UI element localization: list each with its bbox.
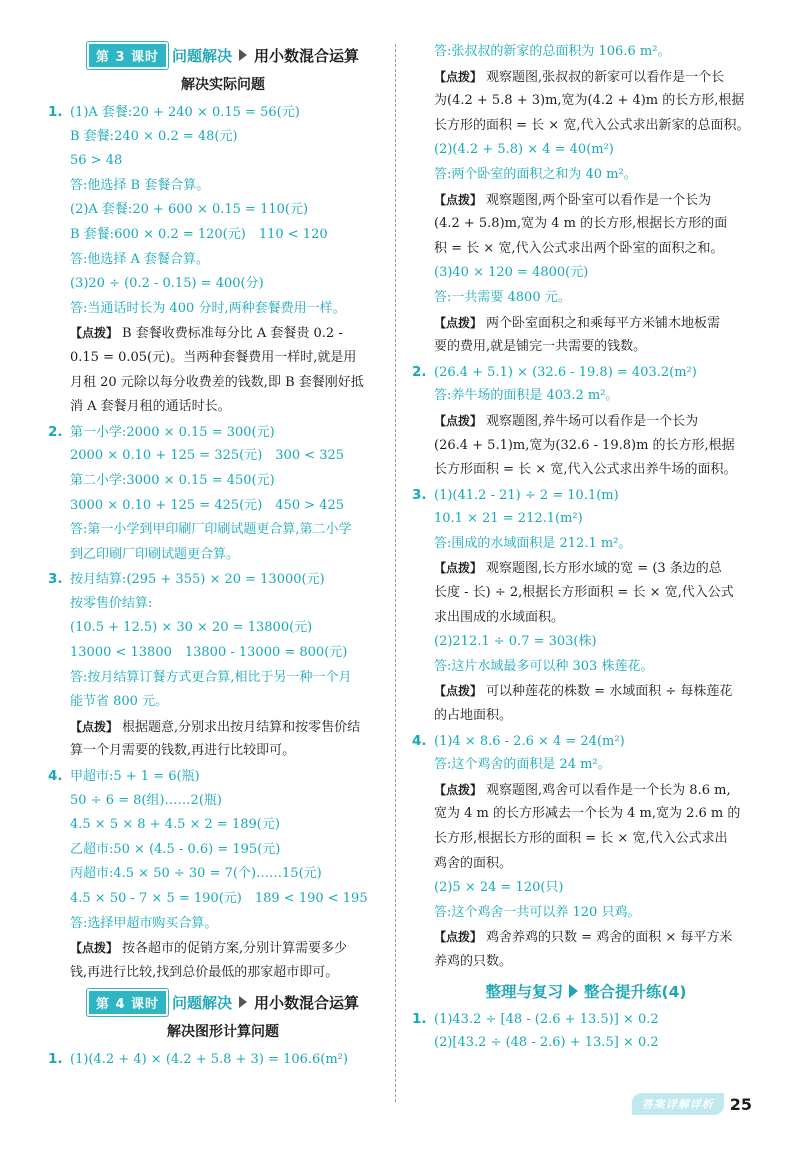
line-text: (1)43.2 ÷ [48 - (2.6 + 13.5)] × 0.2 — [434, 1011, 659, 1027]
hint-tag-text: 点拨 — [446, 315, 471, 330]
hint-line — [412, 778, 760, 803]
hint-line — [48, 936, 398, 961]
hint-tag-text: 点拨 — [446, 782, 471, 797]
answer-line — [412, 655, 760, 680]
answer-line — [412, 138, 760, 163]
answer-line — [412, 876, 760, 901]
lesson-subtopic: 用小数混合运算 — [254, 46, 360, 65]
line-text: 答:围成的水域面积是 212.1 m²。 — [434, 535, 632, 551]
answer-line — [48, 616, 398, 641]
line-text: 第二小学:3000 × 0.15 = 450(元) — [70, 472, 275, 488]
answer-line — [412, 704, 760, 729]
lesson-badge: 第 3 课时 — [87, 42, 168, 69]
line-text: 答:这个鸡舍一共可以养 120 只鸡。 — [434, 904, 641, 920]
line-text: 的占地面积。 — [434, 708, 513, 724]
line-text: 观察题图,张叔叔的新家可以看作是一个长 — [486, 69, 725, 85]
answer-line — [412, 581, 760, 606]
line-text: 2000 × 0.10 + 125 = 325(元) 300 < 325 — [70, 448, 345, 464]
question-number: 4. — [412, 732, 427, 749]
line-text: 月租 20 元除以每分收费差的钱数,即 B 套餐刚好抵 — [70, 374, 364, 390]
question-number: 1. — [412, 1010, 427, 1027]
line-text: 到乙印刷厂印刷试题更合算。 — [70, 546, 240, 562]
answer-line — [48, 174, 398, 199]
answer-line — [412, 852, 760, 877]
hint-tag: 【点拨】 — [434, 782, 483, 797]
hint-tag-text: 点拨 — [446, 413, 471, 428]
question-line — [48, 567, 398, 592]
lesson-topic: 问题解决 — [172, 46, 233, 65]
line-text: (2)(4.2 + 5.8) × 4 = 40(m²) — [434, 142, 614, 158]
line-text: 甲超市:5 + 1 = 6(瓶) — [70, 769, 200, 785]
line-text: 长方形面积 = 长 × 宽,代入公式求出养牛场的面积。 — [434, 462, 737, 478]
lesson-topic: 问题解决 — [172, 993, 233, 1012]
line-text: 按月结算:(295 + 355) × 20 = 13000(元) — [70, 572, 325, 588]
line-text: 56 > 48 — [70, 153, 123, 169]
answer-line — [48, 641, 398, 666]
question-number: 1. — [48, 1051, 63, 1068]
line-text: 可以种莲花的株数 = 水域面积 ÷ 每株莲花 — [486, 684, 733, 700]
answer-line — [412, 606, 760, 631]
hint-tag: 【点拨】 — [434, 192, 483, 207]
hint-line — [412, 409, 760, 434]
line-text: 答:他选择 A 套餐合算。 — [70, 251, 210, 267]
question-line — [412, 729, 760, 754]
answer-line — [412, 40, 760, 65]
hint-tag-text: 点拨 — [82, 326, 107, 341]
line-text: (1)(41.2 - 21) ÷ 2 = 10.1(m) — [434, 487, 619, 503]
line-text: 观察题图,长方形水域的宽 = (3 条边的总 — [486, 561, 722, 577]
column-divider — [395, 44, 396, 1102]
answer-line — [48, 494, 398, 519]
line-text: 算一个月需要的钱数,再进行比较即可。 — [70, 743, 296, 759]
line-text: (26.4 + 5.1)m,宽为(32.6 - 19.8)m 的长方形,根据 — [434, 437, 735, 453]
line-text: (1)4 × 8.6 - 2.6 × 4 = 24(m²) — [434, 733, 625, 749]
line-text: (3)20 ÷ (0.2 - 0.15) = 400(分) — [70, 276, 264, 292]
line-text: (1)(4.2 + 4) × (4.2 + 5.8 + 3) = 106.6(m²) — [70, 1052, 348, 1068]
answer-line — [412, 630, 760, 655]
answer-line — [412, 532, 760, 557]
line-text: 3000 × 0.10 + 125 = 425(元) 450 > 425 — [70, 497, 345, 513]
line-text: 养鸡的只数。 — [434, 953, 513, 969]
answer-line — [48, 198, 398, 223]
line-text: 长方形,根据长方形的面积 = 长 × 宽,代入公式求出 — [434, 831, 728, 846]
line-text: 答:两个卧室的面积之和为 40 m²。 — [434, 166, 637, 182]
line-text: 答:一共需要 4800 元。 — [434, 289, 571, 305]
hint-tag-text: 点拨 — [446, 684, 471, 699]
answer-line — [412, 507, 760, 532]
line-text: 按零售价结算: — [70, 595, 153, 611]
answer-line — [48, 223, 398, 248]
hint-tag: 【点拨】 — [70, 941, 119, 956]
question-number: 1. — [48, 104, 63, 120]
line-text: 根据题意,分别求出按月结算和按零售价结 — [122, 719, 361, 735]
answer-line — [48, 371, 398, 396]
answer-line — [412, 335, 760, 360]
answer-line — [48, 248, 398, 273]
lines-left-b — [48, 1047, 398, 1072]
review-header — [412, 975, 760, 1007]
answer-line — [48, 346, 398, 371]
line-text: 乙超市:50 × (4.5 - 0.6) = 195(元) — [70, 841, 281, 857]
answer-line — [48, 272, 398, 297]
answer-line — [48, 813, 398, 838]
answer-line — [48, 862, 398, 887]
answer-line — [412, 827, 760, 852]
line-text: 按各超市的促销方案,分别计算需要多少 — [122, 941, 348, 957]
hint-line — [412, 556, 760, 581]
line-text: 鸡舍养鸡的只数 = 鸡舍的面积 × 每平方米 — [486, 930, 733, 946]
answer-line — [412, 89, 760, 114]
hint-tag: 【点拨】 — [70, 326, 119, 341]
line-text: B 套餐:240 × 0.2 = 48(元) — [70, 128, 238, 144]
answer-line — [48, 592, 398, 617]
line-text: 钱,再进行比较,找到总价最低的那家超市即可。 — [70, 964, 339, 980]
hint-tag-text: 点拨 — [446, 192, 471, 207]
chevron-right-icon — [569, 984, 578, 998]
answer-line — [412, 753, 760, 778]
hint-line — [412, 311, 760, 336]
line-text: (2)A 套餐:20 + 600 × 0.15 = 110(元) — [70, 202, 309, 218]
answer-line — [48, 297, 398, 322]
line-text: 为(4.2 + 5.8 + 3)m,宽为(4.2 + 4)m 的长方形,根据 — [434, 93, 745, 109]
page-number: 25 — [729, 1094, 752, 1114]
answer-line — [48, 838, 398, 863]
hint-tag-text: 点拨 — [82, 941, 107, 956]
hint-tag: 【点拨】 — [434, 69, 483, 84]
line-text: 长方形的面积 = 长 × 宽,代入公式求出新家的总面积。 — [434, 117, 750, 133]
hint-tag-text: 点拨 — [446, 930, 471, 945]
answer-line — [412, 950, 760, 975]
answer-line — [48, 125, 398, 150]
answer-line — [412, 114, 760, 139]
question-number: 2. — [48, 423, 63, 440]
hint-tag-text: 点拨 — [82, 719, 107, 734]
line-text: (4.2 + 5.8)m,宽为 4 m 的长方形,根据长方形的面 — [434, 216, 728, 232]
hint-line — [412, 679, 760, 704]
lesson-header-3 — [48, 40, 398, 70]
answer-line — [412, 384, 760, 409]
answer-line — [48, 395, 398, 420]
question-line — [412, 1007, 760, 1032]
left-column — [48, 40, 398, 1072]
line-text: 积 = 长 × 宽,代入公式求出两个卧室的面积之和。 — [434, 240, 724, 256]
question-number: 4. — [48, 768, 63, 785]
hint-tag: 【点拨】 — [434, 561, 483, 576]
answer-line — [412, 212, 760, 237]
line-text: 答:张叔叔的新家的总面积为 106.6 m²。 — [434, 44, 671, 59]
question-line — [48, 100, 398, 125]
line-text: 答:第一小学到甲印刷厂印刷试题更合算,第二小学 — [70, 522, 352, 538]
answer-line — [412, 901, 760, 926]
answer-line — [48, 444, 398, 469]
line-text: 消 A 套餐月租的通话时长。 — [70, 399, 231, 415]
hint-line — [412, 188, 760, 213]
line-text: 4.5 × 50 - 7 × 5 = 190(元) 189 < 190 < 195 — [70, 891, 368, 906]
line-text: 长度 - 长) ÷ 2,根据长方形面积 = 长 × 宽,代入公式 — [434, 585, 734, 601]
line-text: 要的费用,就是铺完一共需要的钱数。 — [434, 339, 647, 355]
answer-line — [48, 912, 398, 937]
lesson-subtitle: 解决实际问题 — [181, 77, 265, 93]
right-column — [412, 40, 760, 1056]
hint-line — [48, 715, 398, 740]
lesson-subtopic: 用小数混合运算 — [254, 993, 360, 1012]
line-text: 宽为 4 m 的长方形减去一个长为 4 m,宽为 2.6 m 的 — [434, 806, 741, 822]
answer-line — [412, 1031, 760, 1056]
triangle-right-icon — [239, 49, 247, 61]
question-number: 3. — [412, 486, 427, 503]
footer-label: 答案详解详析 — [632, 1093, 724, 1115]
line-text: 答:这片水域最多可以种 303 株莲花。 — [434, 658, 654, 674]
lesson-subtitle: 解决图形计算问题 — [167, 1024, 279, 1041]
answer-line — [48, 690, 398, 715]
line-text: 答:这个鸡舍的面积是 24 m²。 — [434, 757, 611, 773]
question-line — [48, 420, 398, 445]
answer-line — [48, 789, 398, 814]
answer-line — [48, 469, 398, 494]
line-text: (26.4 + 5.1) × (32.6 - 19.8) = 403.2(m²) — [434, 364, 697, 380]
line-text: (10.5 + 12.5) × 30 × 20 = 13800(元) — [70, 620, 313, 636]
review-subtitle: 整合提升练(4) — [584, 982, 687, 1001]
line-text: (1)A 套餐:20 + 240 × 0.15 = 56(元) — [70, 105, 300, 120]
question-line — [48, 1047, 398, 1072]
answer-line — [412, 261, 760, 286]
answer-line — [412, 286, 760, 311]
question-line — [412, 360, 760, 385]
page-footer — [632, 1092, 752, 1116]
answer-line — [412, 458, 760, 483]
question-number: 2. — [412, 363, 427, 380]
answer-line — [412, 163, 760, 188]
line-text: 求出围成的水域面积。 — [434, 609, 565, 625]
lines-left-a — [48, 100, 398, 985]
line-text: 50 ÷ 6 = 8(组)……2(瓶) — [70, 792, 222, 808]
line-text: 10.1 × 21 = 212.1(m²) — [434, 511, 583, 527]
lesson-header-4 — [48, 987, 398, 1017]
answer-line — [412, 237, 760, 262]
triangle-right-icon — [239, 996, 247, 1008]
line-text: 0.15 = 0.05(元)。当两种套餐费用一样时,就是用 — [70, 349, 357, 365]
line-text: B 套餐:600 × 0.2 = 120(元) 110 < 120 — [70, 226, 328, 242]
answer-line — [48, 518, 398, 543]
line-text: 答:他选择 B 套餐合算。 — [70, 177, 210, 193]
hint-tag: 【点拨】 — [434, 315, 483, 330]
line-text: (2)5 × 24 = 120(只) — [434, 880, 564, 896]
answer-line — [48, 666, 398, 691]
answer-line — [412, 434, 760, 459]
answer-line — [412, 802, 760, 827]
line-text: (2)212.1 ÷ 0.7 = 303(株) — [434, 634, 597, 650]
hint-line — [48, 321, 398, 346]
line-text: 能节省 800 元。 — [70, 694, 169, 710]
line-text: 13000 < 13800 13800 - 13000 = 800(元) — [70, 645, 348, 661]
line-text: (3)40 × 120 = 4800(元) — [434, 265, 589, 281]
line-text: 4.5 × 5 × 8 + 4.5 × 2 = 189(元) — [70, 817, 280, 833]
line-text: 答:按月结算订餐方式更合算,相比于另一种一个月 — [70, 669, 352, 685]
answer-line — [48, 961, 398, 986]
question-line — [48, 764, 398, 789]
hint-tag: 【点拨】 — [434, 930, 483, 945]
hint-line — [412, 925, 760, 950]
hint-line — [412, 65, 760, 90]
line-text: 答:选择甲超市购买合算。 — [70, 915, 218, 931]
line-text: 答:当通话时长为 400 分时,两种套餐费用一样。 — [70, 300, 346, 316]
line-text: B 套餐收费标准每分比 A 套餐贵 0.2 - — [122, 326, 343, 342]
line-text: 两个卧室面积之和乘每平方米铺木地板需 — [486, 315, 721, 331]
lines-right-b — [412, 1007, 760, 1056]
line-text: 答:养牛场的面积是 403.2 m²。 — [434, 388, 619, 404]
hint-tag: 【点拨】 — [434, 413, 483, 428]
review-title: 整理与复习 — [485, 982, 564, 1001]
hint-tag: 【点拨】 — [434, 684, 483, 699]
hint-tag-text: 点拨 — [446, 561, 471, 576]
answer-line — [48, 887, 398, 912]
answer-line — [48, 149, 398, 174]
lines-right-a — [412, 40, 760, 975]
question-line — [412, 483, 760, 508]
lesson-badge: 第 4 课时 — [87, 989, 168, 1016]
answer-line — [48, 543, 398, 568]
hint-tag: 【点拨】 — [70, 719, 119, 734]
line-text: (2)[43.2 ÷ (48 - 2.6) + 13.5] × 0.2 — [434, 1035, 659, 1051]
line-text: 观察题图,鸡舍可以看作是一个长为 8.6 m, — [486, 782, 731, 798]
line-text: 鸡舍的面积。 — [434, 855, 513, 871]
line-text: 丙超市:4.5 × 50 ÷ 30 = 7(个)……15(元) — [70, 866, 322, 882]
hint-tag-text: 点拨 — [446, 69, 471, 84]
answer-line — [48, 739, 398, 764]
line-text: 观察题图,养牛场可以看作是一个长为 — [486, 413, 699, 429]
question-number: 3. — [48, 571, 63, 588]
line-text: 第一小学:2000 × 0.15 = 300(元) — [70, 424, 275, 440]
line-text: 观察题图,两个卧室可以看作是一个长为 — [486, 192, 712, 208]
